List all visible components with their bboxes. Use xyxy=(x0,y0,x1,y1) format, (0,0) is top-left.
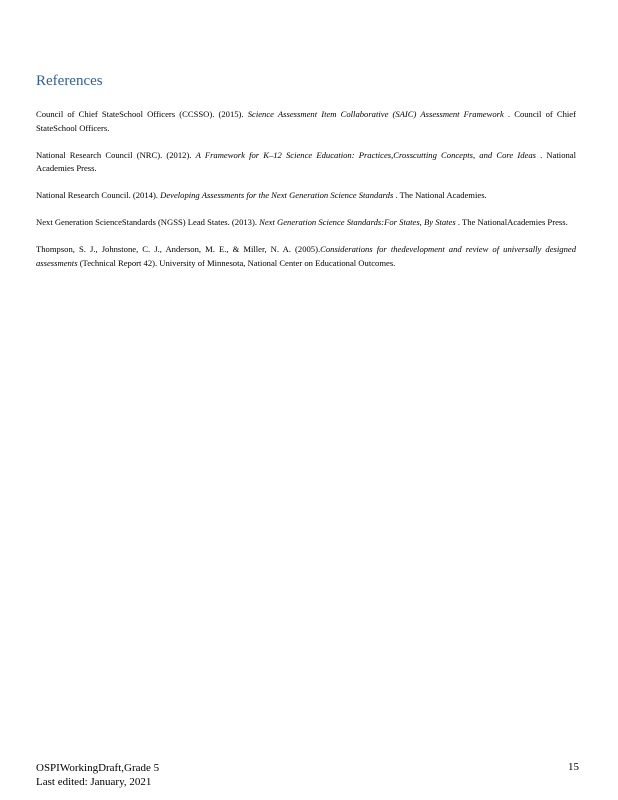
reference-entry xyxy=(36,149,576,176)
page-number: 15 xyxy=(568,761,579,773)
reference-entry xyxy=(36,243,576,270)
reference-authors: National Research Council. (2014). xyxy=(36,190,161,200)
footer-document-label: OSPIWorkingDraft,Grade 5 xyxy=(36,762,160,774)
reference-title: Next Generation Science Standards:For States, By States xyxy=(259,217,456,227)
reference-publisher: . National Academies Press. xyxy=(36,149,576,173)
reference-publisher: . Council of Chief StateSchool Officers. xyxy=(36,109,576,133)
reference-title: A Framework for K–12 Science Education: Practices,Crosscutting Concepts, and Core Ideas xyxy=(195,149,536,160)
references-heading: References xyxy=(36,73,103,89)
reference-list xyxy=(36,108,576,284)
reference-authors: Thompson, S. J., Johnstone, C. J., Anderson, M. E., & Miller, N. A. (2005). xyxy=(36,244,321,254)
page-footer xyxy=(36,761,159,789)
reference-title: Developing Assessments for the Next Generation Science Standards xyxy=(160,190,394,200)
reference-authors: Next Generation ScienceStandards (NGSS) Lead States. (2013). xyxy=(36,217,260,227)
reference-entry xyxy=(36,189,576,203)
reference-title: Science Assessment Item Collaborative (SAIC) Assessment Framework xyxy=(247,109,504,119)
reference-authors: Council of Chief StateSchool Officers (CCSSO). (2015). xyxy=(36,109,248,119)
reference-entry xyxy=(36,108,576,135)
reference-entry xyxy=(36,216,576,230)
reference-publisher: (Technical Report 42). University of Minnesota, National Center on Educational Outcomes. xyxy=(77,257,396,268)
footer-last-edited: Last edited: January, 2021 xyxy=(36,776,152,788)
reference-authors: National Research Council (NRC). (2012). xyxy=(36,149,196,160)
reference-publisher: . The NationalAcademies Press. xyxy=(455,217,568,227)
reference-publisher: . The National Academies. xyxy=(393,190,487,200)
reference-title: Considerations for thedevelopment and review of universally designed assessments xyxy=(36,244,576,268)
